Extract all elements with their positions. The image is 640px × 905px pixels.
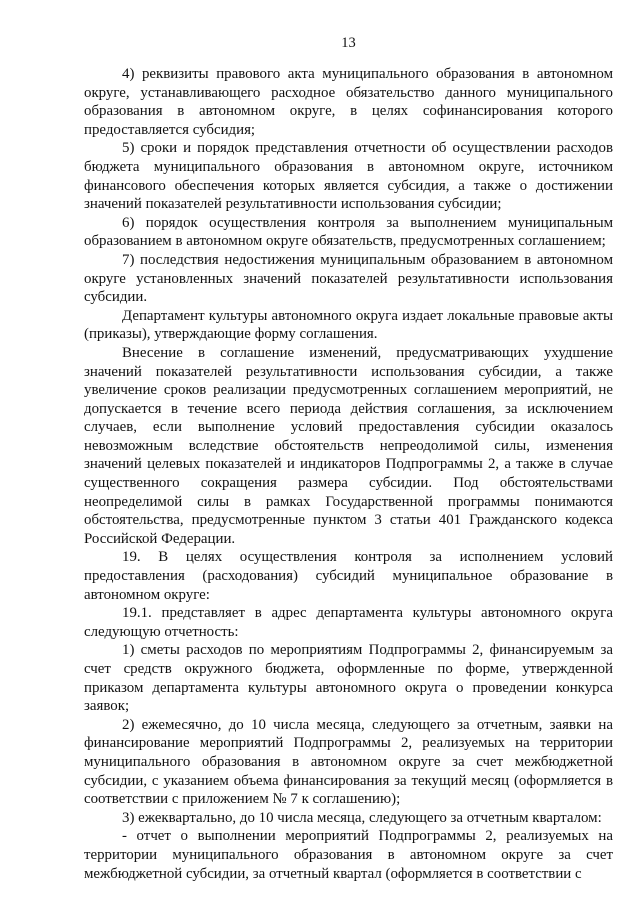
paragraph-list-3-quarterly: 3) ежеквартально, до 10 числа месяца, следующего за отчетным кварталом:	[122, 809, 602, 826]
paragraph-list-1-estimates: 1) сметы расходов по мероприятиям Подпрограммы 2, финансируемым за счет средств окружного бюджета, оформленные по форме, утвержденной приказом департамента культуры автономного округа о проведении конкурса заявок;	[84, 642, 613, 715]
paragraph-clause-19-1: 19.1. представляет в адрес департамента культуры автономного округа следующую отчетность:	[84, 605, 613, 640]
document-page	[84, 34, 613, 883]
paragraph-item-6-control: 6) порядок осуществления контроля за выполнением муниципальным образованием в автономном округе обязательств, предусмотренных соглашением;	[84, 214, 613, 250]
page-number: 13	[341, 35, 356, 51]
paragraph-item-5-reporting: 5) сроки и порядок представления отчетности об осуществлении расходов бюджета муниципального образования в автономном округе, источником финансового обеспечения которых является субсидия, а также о достижении значений показателей результативности использования субсидии;	[84, 140, 613, 213]
paragraph-item-4-legal-act: 4) реквизиты правового акта муниципального образования в автономном округе, устанавливающего расходное обязательство данного муниципального образования в автономном округе, в целях софинансирования которого предоставляется субсидия;	[84, 66, 613, 138]
paragraph-amendments: Внесение в соглашение изменений, предусматривающих ухудшение значений показателей результативности использования субсидии, а также увеличение сроков реализации предусмотренных соглашением мероприятий, не допускается в течение всего периода действия соглашения, за исключением случаев, если выполнение условий предоставления субсидии оказалось невозможным вследствие обстоятельств непреодолимой силы, изменения значений целевых показателей и индикаторов Подпрограммы 2, а также в случае существенного сокращения размера субсидии. Под обстоятельствами неопределимой силы в рамках Государственной программы понимаются обстоятельства, предусмотренные пунктом 3 статьи 401 Гражданского кодекса Российской Федерации.	[84, 344, 613, 547]
paragraph-quarterly-report: - отчет о выполнении мероприятий Подпрограммы 2, реализуемых на территории муниципального образования в автономном округе за счет межбюджетной субсидии, за отчетный квартал (оформляется в соответствии с	[84, 828, 613, 882]
paragraph-clause-19: 19. В целях осуществления контроля за исполнением условий предоставления (расходования) субсидий муниципальное образование в автономном округе:	[84, 549, 613, 603]
paragraph-department-acts: Департамент культуры автономного округа издает локальные правовые акты (приказы), утверждающие форму соглашения.	[84, 307, 613, 343]
paragraph-list-2-monthly: 2) ежемесячно, до 10 числа месяца, следующего за отчетным, заявки на финансирование мероприятий Подпрограммы 2, реализуемых на территории муниципального образования в автономном округе за счет межбюджетной субсидии, с указанием объема финансирования за текущий месяц (оформляется в соответствии с приложением № 7 к соглашению);	[84, 716, 613, 808]
paragraph-item-7-consequences: 7) последствия недостижения муниципальным образованием в автономном округе установленных значений показателей результативности использования субсидии.	[84, 251, 613, 306]
